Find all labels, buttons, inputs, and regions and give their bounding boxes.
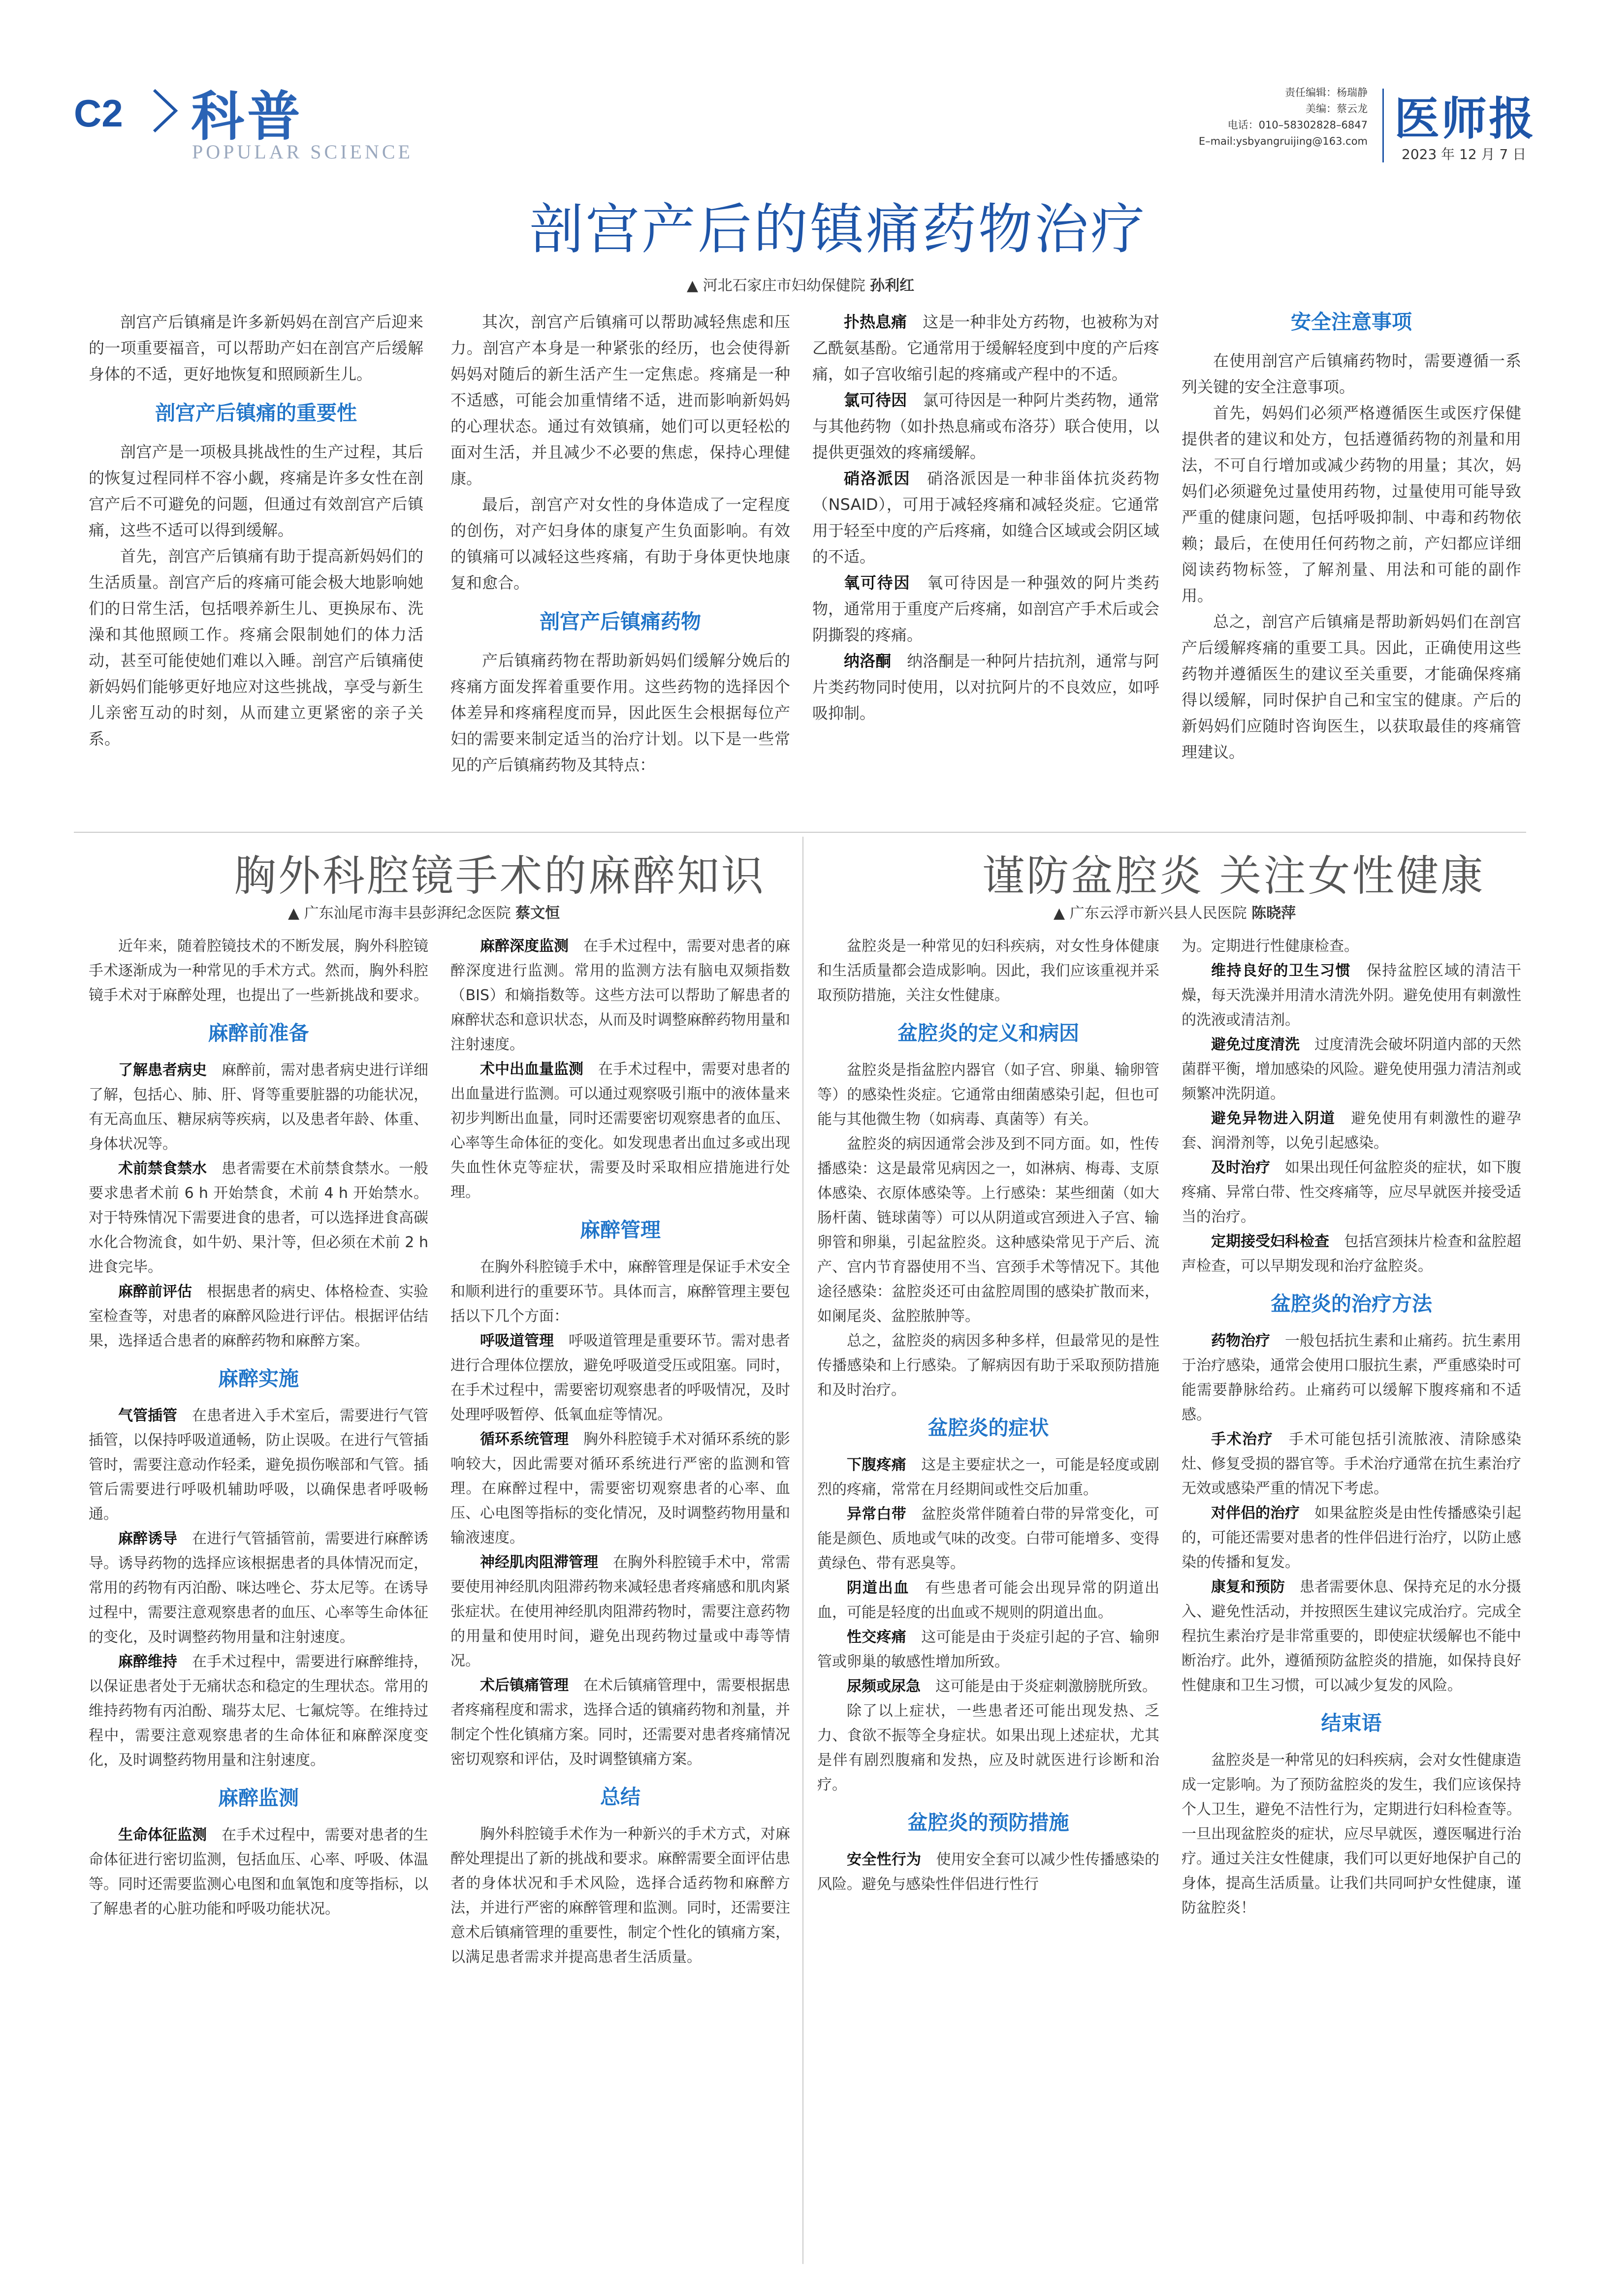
paragraph: 盆腔炎的病因通常会涉及到不同方面。如，性传播感染：这是最常见病因之一，如淋病、梅毒、支原体感染、衣原体感染等。上行感染：某些细菌（如大肠杆菌、链球菌等）可以从阴道或宫颈进入子宫、输卵管和卵巢，引起盆腔炎。这种感染常见于产后、流产、宫内节育器使用不当、宫颈手术等情况下。其他途径感染：盆腔炎还可由盆腔周围的感染扩散而来，如阑尾炎、盆腔脓肿等。	[817, 1135, 1159, 1325]
subheading: 盆腔炎的预防措施	[907, 1811, 1069, 1834]
subheading: 总结	[600, 1785, 640, 1809]
paragraph: 首先，妈妈们必须严格遵循医生或医疗保健提供者的建议和处方，包括遵循药物的剂量和用法，不可自行增加或减少药物的用量；其次，妈妈们必须避免过量使用药物，过量使用可能导致严重的健康问题，包括呼吸抑制、中毒和药物依赖；最后，在使用任何药物之前，产妇都应详细阅读药物标签，了解剂量、用法和可能的副作用。	[1182, 404, 1521, 605]
term: 循环系统管理	[480, 1431, 569, 1448]
term: 纳洛酮	[844, 652, 892, 670]
paragraph: 最后，剖宫产对女性的身体造成了一定程度的创伤，对产妇身体的康复产生负面影响。有效的镇痛可以减轻这些疼痛，有助于身体更快地康复和愈合。	[450, 495, 790, 592]
subheading: 剖宫产后镇痛的重要性	[155, 401, 357, 425]
term: 手术治疗	[1211, 1431, 1274, 1448]
term: 麻醉维持	[118, 1653, 177, 1670]
article3-author: 陈晓萍	[1251, 905, 1296, 922]
subheading: 盆腔炎的症状	[927, 1416, 1049, 1440]
article1-column-4	[1182, 309, 1521, 765]
term: 性交疼痛	[847, 1629, 906, 1646]
article1-column-2	[450, 309, 790, 778]
editor-credits	[1112, 85, 1368, 150]
term: 氧可待因	[844, 573, 911, 592]
paragraph: 近年来，随着腔镜技术的不断发展，胸外科腔镜手术逐渐成为一种常见的手术方式。然而，胸外科腔镜手术对于麻醉处理，也提出了一些新挑战和要求。	[89, 938, 428, 1004]
drug-item: 扑热息痛 这是一种非处方药物，也被称为对乙酰氨基酚。它通常用于缓解轻度到中度的产后疼痛，如子宫收缩引起的疼痛或产程中的不适。	[812, 313, 1159, 383]
term: 维持良好的卫生习惯	[1211, 962, 1351, 979]
term: 术后镇痛管理	[480, 1677, 569, 1694]
article3-column-1: 盆腔炎是一种常见的妇科疾病，对女性身体健康和生活质量都会造成影响。因此，我们应该重视并采取预防措施，关注女性健康。 盆腔炎的定义和病因 盆腔炎是指盆腔内器官（如子宫、卵巢、输卵管等）的感染性炎症。它通常由细菌感染引起，但也可能与其他微生物（如病毒、真菌等）有关。 盆腔炎的病因通常会涉及到不同方面。如，性传播感染：这是最常见病因之一，如淋病、梅毒、支原体感染、衣原体感染等。上行感染：某些细菌（如大肠杆菌、链球菌等）可以从阴道或宫颈进入子宫、输卵管和卵巢，引起盆腔炎。这种感染常见于产后、流产、宫内节育器使用不当、宫颈手术等情况下。其他途径感染：盆腔炎还可由盆腔周围的感染扩散而来，如阑尾炎、盆腔脓肿等。 总之，盆腔炎的病因多种多样，但最常见的是性传播感染和上行感染。了解病因有助于采取预防措施和及时治疗。 盆腔炎的症状 下腹疼痛 这是主要症状之一，可能是轻度或剧烈的疼痛，常常在月经期间或性交后加重。 异常白带 盆腔炎常伴随着白带的异常变化，可能是颜色、质地或气味的改变。白带可能增多、变得黄绿色、带有恶臭等。 阴道出血 有些患者可能会出现异常的阴道出血，可能是轻度的出血或不规则的阴道出血。 性交疼痛 这可能是由于炎症引起的子宫、输卵管或卵巢的敏感性增加所致。 尿频或尿急 这可能是由于炎症刺激膀胱所致。 除了以上症状，一些患者还可能出现发热、乏力、食欲不振等全身症状。如果出现上述症状，尤其是伴有剧烈腹痛和发热，应及时就医进行诊断和治疗。 盆腔炎的预防措施 安全性行为 使用安全套可以减少性传播感染的风险。避免与感染性伴侣进行性行	[817, 934, 1159, 1897]
term: 避免异物进入阴道	[1211, 1110, 1336, 1127]
article1-column-1	[89, 309, 423, 752]
drug-item: 纳洛酮 纳洛酮是一种阿片拮抗剂，通常与阿片类药物同时使用，以对抗阿片的不良效应，如呼吸抑制。	[812, 652, 1159, 723]
subheading: 盆腔炎的定义和病因	[897, 1021, 1079, 1045]
term: 尿频或尿急	[847, 1678, 921, 1695]
term: 异常白带	[847, 1506, 906, 1523]
paragraph: 盆腔炎是一种常见的妇科疾病，对女性身体健康和生活质量都会造成影响。因此，我们应该重视并采取预防措施，关注女性健康。	[817, 938, 1159, 1004]
article2-column-1: 近年来，随着腔镜技术的不断发展，胸外科腔镜手术逐渐成为一种常见的手术方式。然而，胸外科腔镜手术对于麻醉处理，也提出了一些新挑战和要求。 麻醉前准备 了解患者病史 麻醉前，需对患者病史进行详细了解，包括心、肺、肝、肾等重要脏器的功能状况，有无高血压、糖尿病等疾病，以及患者年龄、体重、身体状况等。 术前禁食禁水 患者需要在术前禁食禁水。一般要求患者术前 6 h 开始禁食，术前 4 h 开始禁水。对于特殊情况下需要进食的患者，可以选择进食高碳水化合物流食，如牛奶、果汁等，但必须在术前 2 h 进食完毕。 麻醉前评估 根据患者的病史、体格检查、实验室检查等，对患者的麻醉风险进行评估。根据评估结果，选择适合患者的麻醉药物和麻醉方案。 麻醉实施 气管插管 在患者进入手术室后，需要进行气管插管，以保持呼吸道通畅，防止误吸。在进行气管插管时，需要注意动作轻柔，避免损伤喉部和气管。插管后需要进行呼吸机辅助呼吸，以确保患者呼吸畅通。 麻醉诱导 在进行气管插管前，需要进行麻醉诱导。诱导药物的选择应该根据患者的具体情况而定，常用的药物有丙泊酚、咪达唑仑、芬太尼等。在诱导过程中，需要注意观察患者的血压、心率等生命体征的变化，及时调整药物用量和注射速度。 麻醉维持 在手术过程中，需要进行麻醉维持，以保证患者处于无痛状态和稳定的生理状态。常用的维持药物有丙泊酚、瑞芬太尼、七氟烷等。在维持过程中，需要注意观察患者的生命体征和麻醉深度变化，及时调整药物用量和注射速度。 麻醉监测 生命体征监测 在手术过程中，需要对患者的生命体征进行密切监测，包括血压、心率、呼吸、体温等。同时还需要监测心电图和血氧饱和度等指标，以了解患者的心脏功能和呼吸功能状况。	[89, 934, 428, 1921]
term: 下腹疼痛	[847, 1456, 906, 1474]
paragraph: 除了以上症状，一些患者还可能出现发热、乏力、食欲不振等全身症状。如果出现上述症状，尤其是伴有剧烈腹痛和发热，应及时就医进行诊断和治疗。	[817, 1702, 1159, 1793]
term: 避免过度清洗	[1211, 1036, 1300, 1053]
subheading: 盆腔炎的治疗方法	[1271, 1292, 1432, 1316]
paragraph: 盆腔炎是指盆腔内器官（如子宫、卵巢、输卵管等）的感染性炎症。它通常由细菌感染引起，但也可能与其他微生物（如病毒、真菌等）有关。	[817, 1062, 1159, 1128]
article2-byline	[288, 901, 560, 922]
paragraph: 胸外科腔镜手术作为一种新兴的手术方式，对麻醉处理提出了新的挑战和要求。麻醉需要全面评估患者的身体状况和手术风险，选择合适药物和麻醉方法，并进行严密的麻醉管理和监测。同时，还需要注意术后镇痛管理的重要性，制定个性化的镇痛方案，以满足患者需求并提高患者生活质量。	[450, 1825, 790, 1966]
credit-phone: 电话：010–58302828–6847	[1227, 119, 1368, 131]
chevron-right-icon	[150, 86, 180, 135]
credit-editor: 责任编辑：杨瑞静	[1285, 87, 1368, 98]
article3-column-2: 为。定期进行性健康检查。 维持良好的卫生习惯 保持盆腔区域的清洁干燥，每天洗澡并用清水清洗外阴。避免使用有刺激性的洗液或清洁剂。 避免过度清洗 过度清洗会破坏阴道内部的天然菌群平衡，增加感染的风险。避免使用强力清洁剂或频繁冲洗阴道。 避免异物进入阴道 避免使用有刺激性的避孕套、润滑剂等，以免引起感染。 及时治疗 如果出现任何盆腔炎的症状，如下腹疼痛、异常白带、性交疼痛等，应尽早就医并接受适当的治疗。 定期接受妇科检查 包括宫颈抹片检查和盆腔超声检查，可以早期发现和治疗盆腔炎。 盆腔炎的治疗方法 药物治疗 一般包括抗生素和止痛药。抗生素用于治疗感染，通常会使用口服抗生素，严重感染时可能需要静脉给药。止痛药可以缓解下腹疼痛和不适感。 手术治疗 手术可能包括引流脓液、清除感染灶、修复受损的器官等。手术治疗通常在抗生素治疗无效或感染严重的情况下考虑。 对伴侣的治疗 如果盆腔炎是由性传播感染引起的，可能还需要对患者的性伴侣进行治疗，以防止感染的传播和复发。 康复和预防 患者需要休息、保持充足的水分摄入、避免性活动，并按照医生建议完成治疗。完成全程抗生素治疗是非常重要的，即使症状缓解也不能中断治疗。此外，遵循预防盆腔炎的措施，如保持良好性健康和卫生习惯，可以减少复发的风险。 结束语 盆腔炎是一种常见的妇科疾病，会对女性健康造成一定影响。为了预防盆腔炎的发生，我们应该保持个人卫生，避免不洁性行为，定期进行妇科检查等。一旦出现盆腔炎的症状，应尽早就医，遵医嘱进行治疗。通过关注女性健康，我们可以更好地保护自己的身体，提高生活质量。让我们共同呵护女性健康，谨防盆腔炎！	[1182, 934, 1521, 1920]
subheading: 麻醉管理	[580, 1218, 661, 1242]
subheading: 剖宫产后镇痛药物	[540, 610, 701, 633]
term: 了解患者病史	[118, 1062, 207, 1079]
paragraph: 剖宫产是一项极具挑战性的生产过程，其后的恢复过程同样不容小觑，疼痛是许多女性在剖宫产后不可避免的问题，但通过有效剖宫产后镇痛，这些不适可以得到缓解。	[89, 442, 423, 539]
term: 及时治疗	[1211, 1159, 1270, 1176]
term: 呼吸道管理	[480, 1332, 554, 1350]
article2-author: 蔡文恒	[515, 905, 560, 922]
masthead-logo: 医师报	[1394, 93, 1536, 145]
paragraph: 其次，剖宫产后镇痛可以帮助减轻焦虑和压力。剖宫产本身是一种紧张的经历，也会使得新妈妈对随后的新生活产生一定焦虑。疼痛是一种不适感，可能会加重情绪不适，进而影响新妈妈的心理状态。通过有效镇痛，她们可以更轻松的面对生活，并且减少不必要的焦虑，保持心理健康。	[450, 313, 790, 488]
subheading: 麻醉监测	[218, 1786, 299, 1810]
term: 术中出血量监测	[480, 1061, 583, 1078]
term: 阴道出血	[847, 1579, 910, 1597]
paragraph: 产后镇痛药物在帮助新妈妈们缓解分娩后的疼痛方面发挥着重要作用。这些药物的选择因个体差异和疼痛程度而异，因此医生会根据每位产妇的需要来制定适当的治疗计划。以下是一些常见的产后镇痛药物及其特点：	[450, 651, 790, 774]
paragraph: 盆腔炎是一种常见的妇科疾病，会对女性健康造成一定影响。为了预防盆腔炎的发生，我们应该保持个人卫生，避免不洁性行为，定期进行妇科检查等。一旦出现盆腔炎的症状，应尽早就医，遵医嘱进行治疗。通过关注女性健康，我们可以更好地保护自己的身体，提高生活质量。让我们共同呵护女性健康，谨防盆腔炎！	[1182, 1752, 1521, 1917]
article1-title: 剖宫产后的镇痛药物治疗	[529, 198, 1147, 261]
drug-item: 氧可待因 氧可待因是一种强效的阿片类药物，通常用于重度产后疼痛，如剖宫产手术后或会阴撕裂的疼痛。	[812, 573, 1159, 644]
term: 生命体征监测	[118, 1826, 207, 1844]
term: 安全性行为	[847, 1851, 922, 1868]
term: 药物治疗	[1211, 1332, 1270, 1350]
article3-byline	[1054, 901, 1296, 922]
paragraph: 首先，剖宫产后镇痛有助于提高新妈妈们的生活质量。剖宫产后的疼痛可能会极大地影响她们的日常生活，包括喂养新生儿、更换尿布、洗澡和其他照顾工作。疼痛会限制她们的体力活动，甚至可能使她们难以入睡。剖宫产后镇痛使新妈妈们能够更好地应对这些挑战，享受与新生儿亲密互动的时刻，从而建立更紧密的亲子关系。	[89, 547, 423, 748]
term: 麻醉深度监测	[480, 938, 569, 955]
article1-affiliation: ▲ 河北石家庄市妇幼保健院	[687, 277, 865, 294]
column-divider	[802, 837, 803, 2264]
article1-author: 孙利红	[870, 277, 915, 294]
subheading: 安全注意事项	[1291, 310, 1412, 334]
paragraph: 总之，剖宫产后镇痛是帮助新妈妈们在剖宫产后缓解疼痛的重要工具。因此，正确使用这些药物并遵循医生的建议至关重要，才能确保疼痛得以缓解，同时保护自己和宝宝的健康。产后的新妈妈们应随时咨询医生，以获取最佳的疼痛管理建议。	[1182, 612, 1521, 761]
paragraph: 总之，盆腔炎的病因多种多样，但最常见的是性传播感染和上行感染。了解病因有助于采取预防措施和及时治疗。	[817, 1332, 1159, 1399]
article1-byline	[687, 273, 914, 295]
section-title: 科普	[191, 86, 304, 148]
subheading: 麻醉实施	[218, 1367, 299, 1390]
term: 麻醉诱导	[118, 1530, 177, 1547]
term: 定期接受妇科检查	[1211, 1233, 1329, 1250]
term: 神经肌肉阻滞管理	[480, 1554, 598, 1571]
section-subtitle: POPULAR SCIENCE	[192, 141, 413, 163]
paragraph: 为。定期进行性健康检查。	[1182, 938, 1359, 955]
term: 麻醉前评估	[118, 1283, 192, 1300]
credit-designer: 美编：蔡云龙	[1306, 103, 1368, 115]
page-code: C2	[74, 92, 123, 135]
drug-item: 硝洛派因 硝洛派因是一种非甾体抗炎药物（NSAID），可用于减轻疼痛和减轻炎症。它通常用于轻至中度的产后疼痛，如缝合区域或会阴区域的不适。	[812, 469, 1159, 566]
term: 扑热息痛	[844, 313, 907, 331]
issue-date: 2023 年 12 月 7 日	[1402, 146, 1527, 162]
credit-email: E–mail:ysbyangruijing@163.com	[1198, 135, 1368, 147]
term: 硝洛派因	[844, 469, 911, 488]
term: 术前禁食禁水	[118, 1160, 207, 1177]
drug-item: 氯可待因 氯可待因是一种阿片类药物，通常与其他药物（如扑热息痛或布洛芬）联合使用，以提供更强效的疼痛缓解。	[812, 391, 1159, 462]
article2-column-2: 麻醉深度监测 在手术过程中，需要对患者的麻醉深度进行监测。常用的监测方法有脑电双频指数（BIS）和熵指数等。这些方法可以帮助了解患者的麻醉状态和意识状态，从而及时调整麻醉药物用量和注射速度。 术中出血量监测 在手术过程中，需要对患者的出血量进行监测。可以通过观察吸引瓶中的液体量来初步判断出血量，同时还需要密切观察患者的血压、心率等生命体征的变化。如发现患者出血过多或出现失血性休克等症状，需要及时采取相应措施进行处理。 麻醉管理 在胸外科腔镜手术中，麻醉管理是保证手术安全和顺利进行的重要环节。具体而言，麻醉管理主要包括以下几个方面： 呼吸道管理 呼吸道管理是重要环节。需对患者进行合理体位摆放，避免呼吸道受压或阻塞。同时，在手术过程中，需要密切观察患者的呼吸情况，及时处理呼吸暂停、低氧血症等情况。 循环系统管理 胸外科腔镜手术对循环系统的影响较大，因此需要对循环系统进行严密的监测和管理。在麻醉过程中，需要密切观察患者的心率、血压、心电图等指标的变化情况，及时调整药物用量和输液速度。 神经肌肉阻滞管理 在胸外科腔镜手术中，常需要使用神经肌肉阻滞药物来减轻患者疼痛感和肌肉紧张症状。在使用神经肌肉阻滞药物时，需要注意药物的用量和使用时间，避免出现药物过量或中毒等情况。 术后镇痛管理 在术后镇痛管理中，需要根据患者疼痛程度和需求，选择合适的镇痛药物和剂量，并制定个性化镇痛方案。同时，还需要对患者疼痛情况密切观察和评估，及时调整镇痛方案。 总结 胸外科腔镜手术作为一种新兴的手术方式，对麻醉处理提出了新的挑战和要求。麻醉需要全面评估患者的身体状况和手术风险，选择合适药物和麻醉方法，并进行严密的麻醉管理和监测。同时，还需要注意术后镇痛管理的重要性，制定个性化的镇痛方案，以满足患者需求并提高患者生活质量。	[450, 934, 790, 1970]
term: 气管插管	[118, 1407, 177, 1424]
article2-title: 胸外科腔镜手术的麻醉知识	[234, 851, 766, 901]
article2-affiliation: ▲ 广东汕尾市海丰县彭湃纪念医院	[288, 905, 511, 922]
article1-column-3	[812, 309, 1159, 726]
subheading: 麻醉前准备	[208, 1021, 309, 1045]
article3-affiliation: ▲ 广东云浮市新兴县人民医院	[1054, 905, 1247, 922]
term: 氯可待因	[844, 391, 907, 409]
article3-title: 谨防盆腔炎 关注女性健康	[982, 851, 1485, 901]
term: 康复和预防	[1211, 1578, 1285, 1596]
term: 对伴侣的治疗	[1211, 1505, 1300, 1522]
paragraph: 剖宫产后镇痛是许多新妈妈在剖宫产后迎来的一项重要福音，可以帮助产妇在剖宫产后缓解身体的不适，更好地恢复和照顾新生儿。	[89, 313, 423, 383]
masthead-divider	[1382, 89, 1384, 162]
paragraph: 在使用剖宫产后镇痛药物时，需要遵循一系列关键的安全注意事项。	[1182, 351, 1521, 396]
subheading: 结束语	[1321, 1711, 1382, 1735]
paragraph: 在胸外科腔镜手术中，麻醉管理是保证手术安全和顺利进行的重要环节。具体而言，麻醉管理主要包括以下几个方面：	[450, 1258, 790, 1325]
section-divider	[74, 832, 1526, 833]
